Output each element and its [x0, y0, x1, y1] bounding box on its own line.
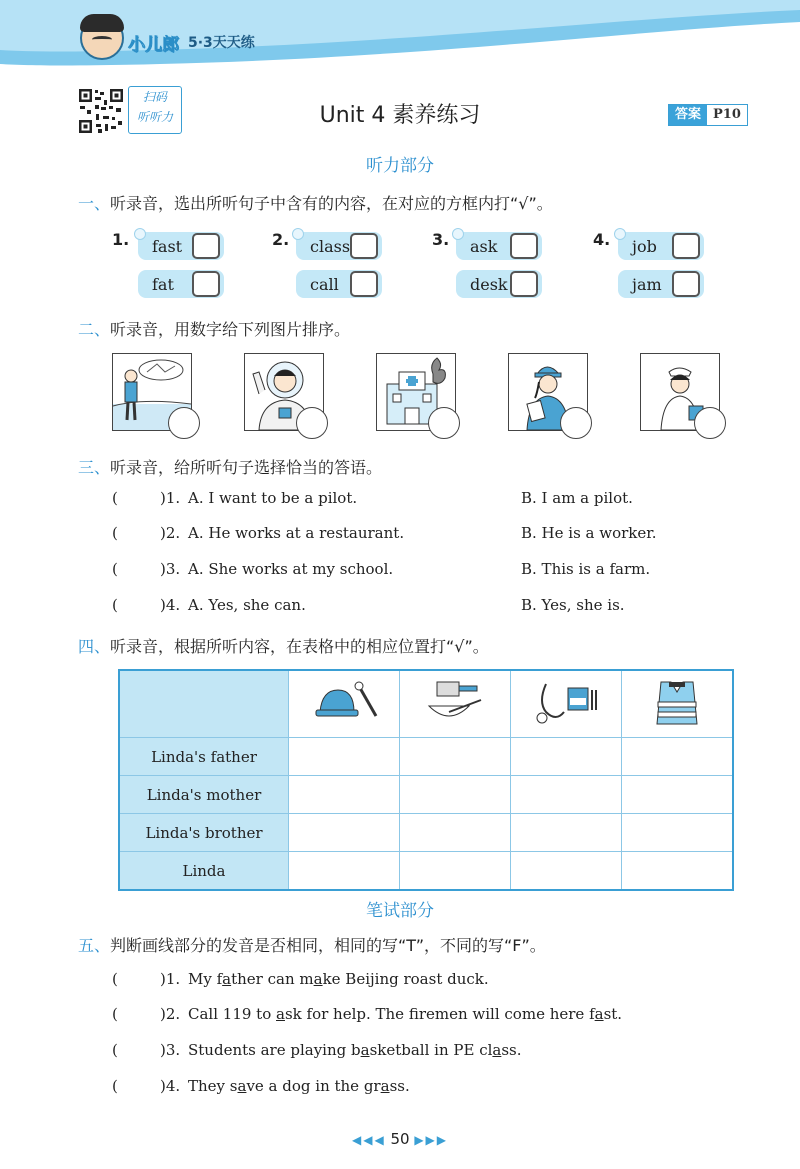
mascot-avatar	[80, 16, 124, 60]
q1-option-card	[618, 270, 704, 298]
question-4-text: 听录音，根据所听内容，在表格中的相应位置打“√”。	[110, 637, 489, 656]
column-header-cooking	[400, 670, 511, 738]
question-3-number: 三、	[78, 458, 111, 477]
underlined-letter: a	[492, 1041, 502, 1059]
item-number: )4.	[160, 1077, 181, 1095]
sentence	[188, 1077, 410, 1095]
table-cell[interactable]	[400, 852, 511, 891]
item-number: )1.	[160, 489, 181, 507]
q1-option-card	[296, 270, 382, 298]
table-cell[interactable]	[511, 776, 622, 814]
table-cell[interactable]	[289, 852, 400, 891]
q1-option-card	[456, 270, 542, 298]
q1-option-word: fat	[152, 274, 174, 294]
sentence-part: ss.	[389, 1077, 410, 1095]
stethoscope-medicine-icon	[512, 672, 620, 732]
underlined-letter: a	[237, 1077, 247, 1095]
answer-paren[interactable]: (	[112, 970, 118, 988]
option-b: B. Yes, she is.	[521, 596, 625, 614]
q1-option-card	[456, 232, 542, 260]
sentence-part: sketball in PE cl	[369, 1041, 493, 1059]
row-label: Linda's father	[119, 738, 289, 776]
brand-series: 5·3天天练	[188, 35, 255, 51]
sentence-part: ss.	[501, 1041, 522, 1059]
q1-option-word: call	[310, 274, 339, 294]
item-number: )4.	[160, 596, 181, 614]
q1-group-3-number: 3.	[432, 230, 450, 249]
question-1-title	[78, 191, 553, 214]
table-cell[interactable]	[400, 776, 511, 814]
order-circle[interactable]	[168, 407, 200, 439]
item-number: )3.	[160, 1041, 181, 1059]
table-cell[interactable]	[289, 738, 400, 776]
option-b: B. This is a farm.	[521, 560, 651, 578]
answer-paren[interactable]: (	[112, 524, 118, 542]
order-circle[interactable]	[428, 407, 460, 439]
answer-page: P10	[713, 107, 741, 122]
column-header-helmet	[289, 670, 400, 738]
sentence-part: ther can m	[231, 970, 314, 988]
question-4-title	[78, 634, 489, 657]
order-circle[interactable]	[694, 407, 726, 439]
checkbox[interactable]	[192, 271, 220, 297]
page-footer	[0, 1130, 800, 1148]
sentence-part: ke Beijing roast duck.	[322, 970, 489, 988]
question-2-number: 二、	[78, 320, 111, 339]
answer-paren[interactable]: (	[112, 1041, 118, 1059]
answer-paren[interactable]: (	[112, 1005, 118, 1023]
question-3-title	[78, 455, 382, 478]
q1-group-2-number: 2.	[272, 230, 290, 249]
q1-option-word: job	[632, 236, 657, 256]
checkbox[interactable]	[510, 271, 538, 297]
answer-label: 答案	[669, 105, 707, 125]
option-a: A. He works at a restaurant.	[188, 524, 405, 542]
table-cell[interactable]	[400, 738, 511, 776]
sentence-part: They s	[188, 1077, 238, 1095]
table-cell[interactable]	[511, 738, 622, 776]
underlined-letter: a	[313, 970, 323, 988]
order-circle[interactable]	[560, 407, 592, 439]
q1-option-card	[138, 270, 224, 298]
option-a: A. Yes, she can.	[188, 596, 306, 614]
brand-logo: 小儿郎	[128, 35, 179, 55]
table-cell[interactable]	[400, 814, 511, 852]
q1-option-card	[138, 232, 224, 260]
writing-section-title: 笔试部分	[366, 901, 434, 921]
item-number: )3.	[160, 560, 181, 578]
helmet-wrench-icon	[290, 672, 398, 732]
sentence-part: st.	[603, 1005, 623, 1023]
underlined-letter: a	[276, 1005, 285, 1023]
column-header-medical	[511, 670, 622, 738]
underlined-letter: a	[222, 970, 232, 988]
table-cell[interactable]	[289, 814, 400, 852]
scan-label-line2: 听听力	[136, 110, 173, 124]
listening-section-title: 听力部分	[366, 156, 434, 176]
sentence	[188, 1041, 522, 1059]
scan-label-line1: 扫码	[142, 90, 167, 104]
q1-option-word: ask	[470, 236, 498, 256]
q1-group-4-number: 4.	[593, 230, 611, 249]
column-header-vest	[622, 670, 734, 738]
sentence	[188, 970, 489, 988]
table-cell[interactable]	[622, 776, 734, 814]
sentence-part: Students are playing b	[188, 1041, 361, 1059]
underlined-letter: a	[594, 1005, 604, 1023]
question-2-title	[78, 317, 350, 340]
sentence-part: Call 119 to	[188, 1005, 277, 1023]
answer-reference	[668, 104, 748, 126]
item-number: )1.	[160, 970, 181, 988]
question-4-number: 四、	[78, 637, 111, 656]
table-cell[interactable]	[622, 738, 734, 776]
checkbox[interactable]	[510, 233, 538, 259]
q1-option-card	[618, 232, 704, 260]
cooking-pot-icon	[401, 672, 509, 732]
underlined-letter: a	[380, 1077, 390, 1095]
sentence	[188, 1005, 622, 1023]
checkbox[interactable]	[350, 271, 378, 297]
checkbox[interactable]	[192, 233, 220, 259]
item-number: )2.	[160, 524, 181, 542]
item-number: )2.	[160, 1005, 181, 1023]
checkbox[interactable]	[672, 271, 700, 297]
table-cell[interactable]	[511, 852, 622, 891]
question-2-text: 听录音，用数字给下列图片排序。	[110, 320, 351, 339]
sentence-part: ve a dog in the gr	[246, 1077, 381, 1095]
next-arrows-icon: ▶▶▶	[414, 1133, 449, 1147]
page-number: 50	[390, 1130, 410, 1148]
q1-option-word: desk	[470, 274, 508, 294]
q1-option-word: jam	[632, 274, 662, 294]
question-5-title	[78, 933, 546, 956]
row-label: Linda's mother	[119, 776, 289, 814]
question-1-text: 听录音，选出所听句子中含有的内容，在对应的方框内打“√”。	[110, 194, 553, 213]
option-a: A. I want to be a pilot.	[188, 489, 358, 507]
q1-group-1-number: 1.	[112, 230, 130, 249]
safety-vest-icon	[623, 672, 731, 732]
table-cell[interactable]	[622, 814, 734, 852]
question-3-text: 听录音，给所听句子选择恰当的答语。	[110, 458, 383, 477]
checkbox[interactable]	[350, 233, 378, 259]
question-5-text: 判断画线部分的发音是否相同，相同的写“T”，不同的写“F”。	[110, 936, 546, 955]
row-label: Linda	[119, 852, 289, 891]
answer-table	[118, 669, 734, 891]
answer-paren[interactable]: (	[112, 1077, 118, 1095]
order-circle[interactable]	[296, 407, 328, 439]
answer-paren[interactable]: (	[112, 560, 118, 578]
table-corner	[119, 670, 289, 738]
answer-paren[interactable]: (	[112, 489, 118, 507]
sentence-part: My f	[188, 970, 223, 988]
underlined-letter: a	[360, 1041, 370, 1059]
question-1-number: 一、	[78, 194, 111, 213]
option-b: B. I am a pilot.	[521, 489, 633, 507]
page-title: Unit 4 素养练习	[319, 103, 481, 128]
option-a: A. She works at my school.	[188, 560, 394, 578]
q1-option-card	[296, 232, 382, 260]
option-b: B. He is a worker.	[521, 524, 657, 542]
prev-arrows-icon: ◀◀◀	[351, 1133, 386, 1147]
q1-option-word: class	[310, 236, 351, 256]
checkbox[interactable]	[672, 233, 700, 259]
question-5-number: 五、	[78, 936, 111, 955]
sentence-part: sk for help. The firemen will come here f	[284, 1005, 595, 1023]
table-cell[interactable]	[622, 852, 734, 891]
q1-option-word: fast	[152, 236, 183, 256]
row-label: Linda's brother	[119, 814, 289, 852]
answer-paren[interactable]: (	[112, 596, 118, 614]
table-cell[interactable]	[289, 776, 400, 814]
table-cell[interactable]	[511, 814, 622, 852]
